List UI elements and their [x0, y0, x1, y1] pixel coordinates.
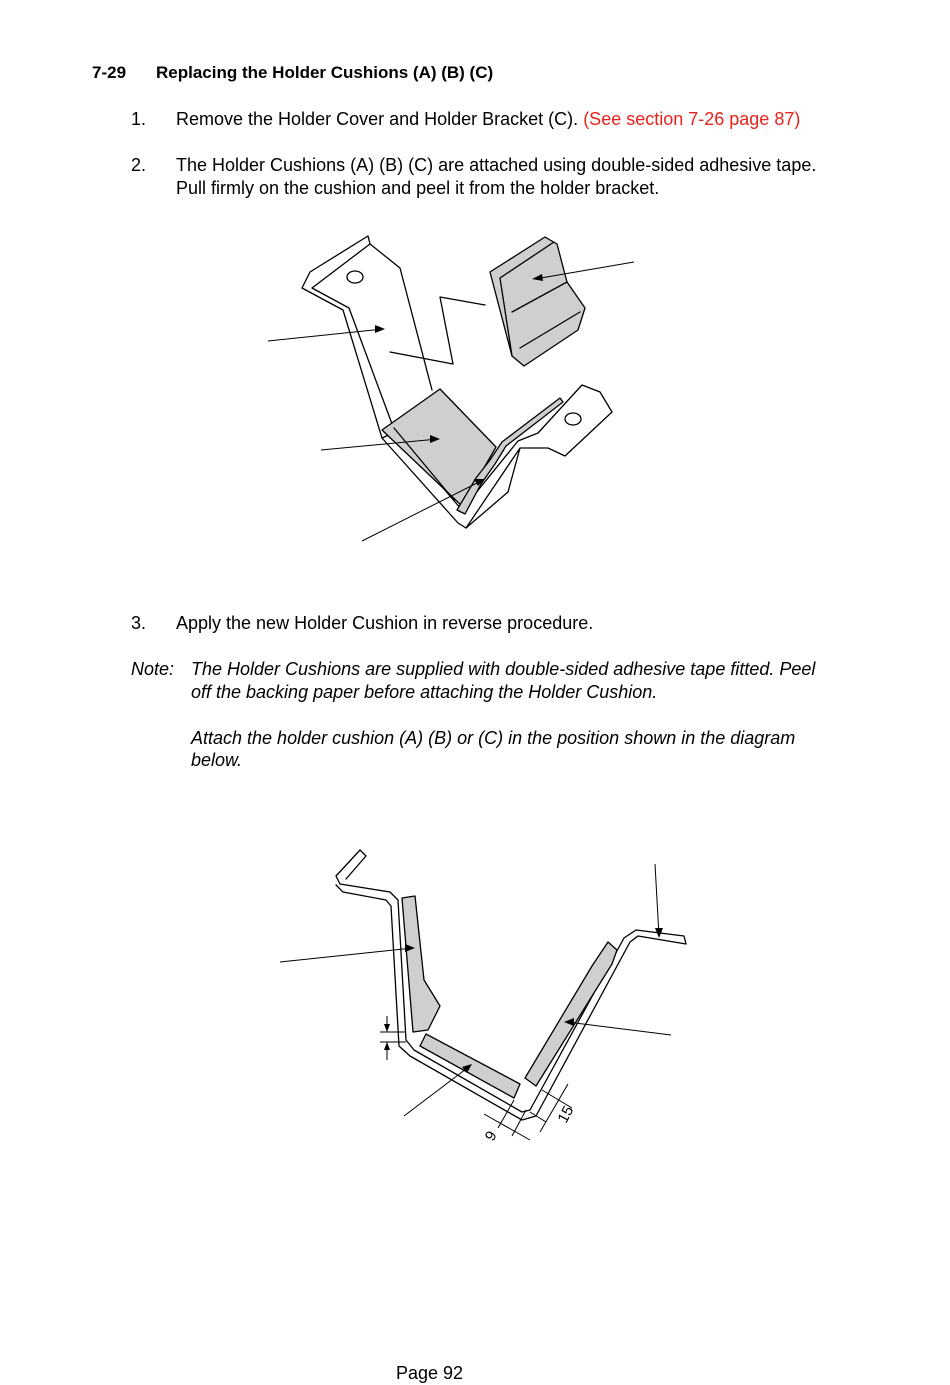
- arrowhead-bracket: [375, 325, 385, 333]
- section-title: Replacing the Holder Cushions (A) (B) (C): [156, 63, 494, 82]
- step-1-text: Remove the Holder Cover and Holder Bracket (C).: [176, 109, 579, 129]
- dim-15-ext-1: [530, 1112, 546, 1122]
- bracket-bottom: [382, 385, 612, 528]
- cushion-b-position: [420, 1034, 520, 1098]
- dim-9-ext-2: [512, 1110, 526, 1136]
- cushion-a-position: [402, 896, 440, 1032]
- note-line-4: below.: [191, 750, 243, 770]
- section-number: 7-29: [92, 63, 127, 82]
- step-1-text-line: [176, 108, 800, 131]
- dim-9-ext-1: [498, 1100, 514, 1128]
- cushion-b: [457, 398, 563, 514]
- arrowhead-cushion-b: [474, 479, 485, 486]
- note-line-3: Attach the holder cushion (A) (B) or (C) in the position shown in the diagram: [191, 728, 796, 748]
- step-2-line-1: The Holder Cushions (A) (B) (C) are attached using double-sided adhesive tape.: [176, 155, 817, 175]
- cushion-a: [382, 389, 496, 506]
- cushion-c-position: [525, 942, 617, 1086]
- bracket-right-hole: [565, 413, 581, 425]
- bracket-break-line: [390, 297, 485, 364]
- leader-cushion-a: [321, 439, 438, 450]
- note-line-1: The Holder Cushions are supplied with double-sided adhesive tape fitted. Peel: [191, 659, 816, 679]
- dim-15-line: [540, 1084, 568, 1132]
- bracket-left-flange-edge: [370, 244, 432, 390]
- dim-9-line: [484, 1114, 530, 1140]
- leader-cushion-c: [535, 262, 634, 279]
- leader-bracket-position: [655, 864, 659, 936]
- arrowhead-cushion-c: [532, 274, 543, 281]
- cushion-c: [490, 237, 585, 366]
- dim-15-ext-2: [542, 1090, 572, 1108]
- leader-cushion-c-position: [567, 1022, 671, 1035]
- arrowhead-cushion-a-position: [405, 944, 415, 952]
- bracket-left-hole: [347, 271, 363, 283]
- arrowhead-cushion-c-position: [564, 1018, 574, 1026]
- leader-cushion-a-position: [280, 948, 413, 962]
- arrowhead-cushion-b-position: [462, 1064, 472, 1073]
- dimension-9: 9: [481, 1128, 501, 1144]
- leader-cushion-b: [362, 480, 483, 541]
- step-3-number: 3.: [131, 613, 147, 633]
- cushion-a-edge: [394, 428, 454, 500]
- dimension-15: 15: [554, 1103, 578, 1126]
- dim-left-head-1: [384, 1024, 390, 1032]
- bracket-right-flange: [466, 448, 520, 528]
- step-2-number: 2.: [131, 155, 147, 175]
- step-2-line-2: Pull firmly on the cushion and peel it from the holder bracket.: [176, 178, 660, 198]
- page-number: Page 92: [396, 1363, 464, 1383]
- bracket-profile-tip: [346, 850, 366, 879]
- bracket-left-arm: [302, 236, 395, 438]
- leader-cushion-b-position: [404, 1066, 470, 1116]
- arrowhead-cushion-a: [430, 435, 440, 443]
- bracket-profile-outer: [336, 850, 686, 1120]
- note-label: Note:: [131, 659, 175, 679]
- dim-left-head-2: [384, 1042, 390, 1050]
- step-1-number: 1.: [131, 109, 147, 129]
- note-line-2: off the backing paper before attaching the Holder Cushion.: [191, 682, 658, 702]
- section-reference-link[interactable]: (See section 7-26 page 87): [583, 109, 801, 129]
- step-3-text: Apply the new Holder Cushion in reverse procedure.: [176, 613, 594, 633]
- leader-bracket: [268, 329, 383, 341]
- arrowhead-bracket-position: [655, 928, 663, 938]
- cushion-c-edge: [500, 242, 580, 356]
